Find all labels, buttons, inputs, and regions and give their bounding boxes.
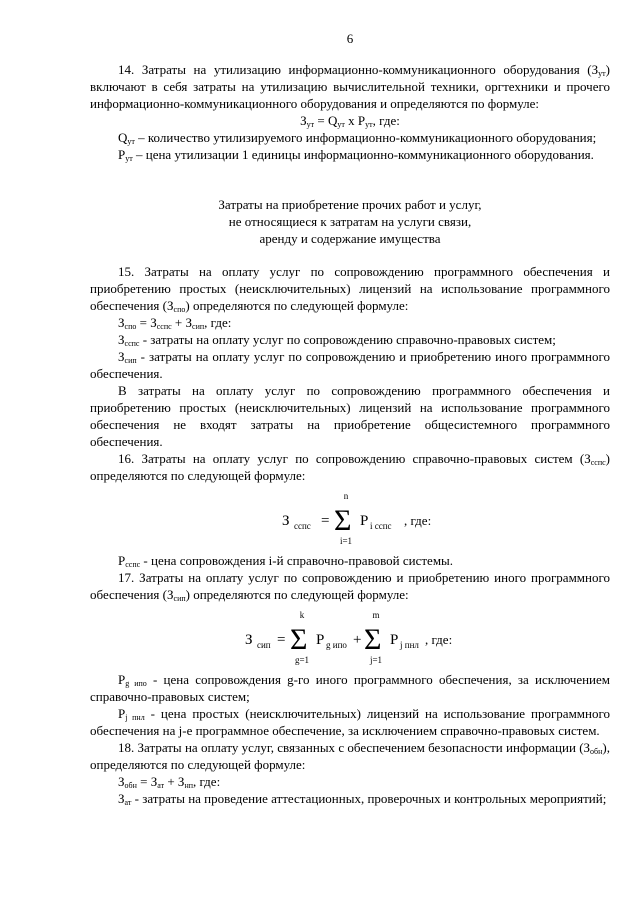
section-17-def-2: $P_{j пнл}$ - цена простых (неисключительных) лицензий на использование программного обеспечения на j-е программное обеспечение, за исключением справочно-правовых систем. [90,706,611,738]
formula-17-term1-sub: g ипо [326,640,347,650]
formula-17-term2-sub: j пнл [400,640,419,650]
section-16-intro: 16. Затраты на оплату услуг по сопровождению справочно-правовых систем $(З_{сспс})$ определяются по следующей формуле: [90,451,610,483]
formula-17-term1: P [316,632,325,648]
formula-16-sum-top: n [343,491,349,501]
section-16-def: $P_{сспс}$ - цена сопровождения i-й справочно-правовой системы. [118,553,454,569]
section-18-formula: $З_{обн} = З_{ат} + З_{нп}$, где: [118,774,221,790]
sum-formula-16-svg [220,489,480,547]
formula-17-eq: = [277,632,286,648]
formula-17-lhs: З [245,632,253,648]
formula-16-sigma: Σ [334,504,352,537]
formula-17-sum2-top: m [372,610,380,620]
formula-17-plus: + [353,632,362,648]
formula-17-tail: , где: [425,632,453,647]
section-16-sum-formula [90,489,610,547]
section-18-def-1: $З_{ат}$ - затраты на проведение аттестационных, проверочных и контрольных мероприятий; [118,791,607,807]
formula-17-term2: P [390,632,399,648]
section-14-def-q: $Q_{ут}$ – количество утилизируемого информационно-коммуникационного оборудования; [118,130,597,146]
formula-16-term: P [360,513,369,529]
section-heading: Затраты на приобретение прочих работ и услуг, не относящиеся к затратам на услуги связи, аренду и содержание имущества [218,197,482,246]
formula-17-sigma-1: Σ [290,623,308,656]
section-17-def-1: $P_{g ипо}$ - цена сопровождения g-го иного программного обеспечения, за исключением справочно-правовых систем; [90,672,610,704]
section-14-def-p: $P_{ут}$ – цена утилизации 1 единицы информационно-коммуникационного оборудования. [118,147,594,163]
formula-16-lhs: З [282,513,290,529]
formula-17-sum1-top: k [299,610,305,620]
section-14-intro: 14. Затраты на утилизацию информационно-коммуникационного оборудования $(З_{ут})$ включают в себя затраты на утилизацию вычислительной техники, оргтехники и прочего информационно-коммуникационного оборудования и определяются по формуле: [90,62,610,111]
section-15-def-2: $З_{сип}$ - затраты на оплату услуг по сопровождению и приобретению иного программного обеспечения. [90,349,610,381]
section-18-intro: 18. Затраты на оплату услуг, связанных с обеспечением безопасности информации $(З_{обн})$, определяются по следующей формуле: [90,740,610,772]
formula-17-sum2-bot: j=1 [369,655,383,665]
section-14-formula: $З_{ут} = Q_{ут}$ x $P_{ут}$, где: [300,113,400,129]
document-page [90,0,610,807]
formula-17-sum1-bot: g=1 [294,655,310,665]
section-15-note: В затраты на оплату услуг по сопровождению программного обеспечения и приобретению простых (неисключительных) лицензий на использование программного обеспечения не входят затраты на приобретение общесистемного программного обеспечения. [90,383,610,449]
formula-16-tail: , где: [404,513,432,528]
section-15-formula: $З_{спо} = З_{сспс} + З_{сип}$, где: [118,315,232,331]
formula-16-sum-bot: i=1 [339,536,353,546]
section-17-intro: 17. Затраты на оплату услуг по сопровождению и приобретению иного программного обеспечения $(З_{сип})$ определяются по следующей формуле: [90,570,610,603]
section-15-intro: 15. Затраты на оплату услуг по сопровождению программного обеспечения и приобретению простых (неисключительных) лицензий на использование программного обеспечения $(З_{спо})$ определяются по следующей формуле: [90,264,610,314]
formula-17-sigma-2: Σ [364,623,382,656]
section-15-def-1: $З_{сспс}$ - затраты на оплату услуг по сопровождению справочно-правовых систем; [118,332,556,348]
sum-formula-17-svg [185,608,515,666]
formula-16-lhs-sub: сспс [294,521,311,531]
section-17-sum-formula [90,608,610,666]
page-number: 6 [346,31,354,46]
formula-16-eq: = [321,513,330,529]
formula-17-lhs-sub: сип [257,640,271,650]
formula-16-term-sub: i сспс [370,521,392,531]
